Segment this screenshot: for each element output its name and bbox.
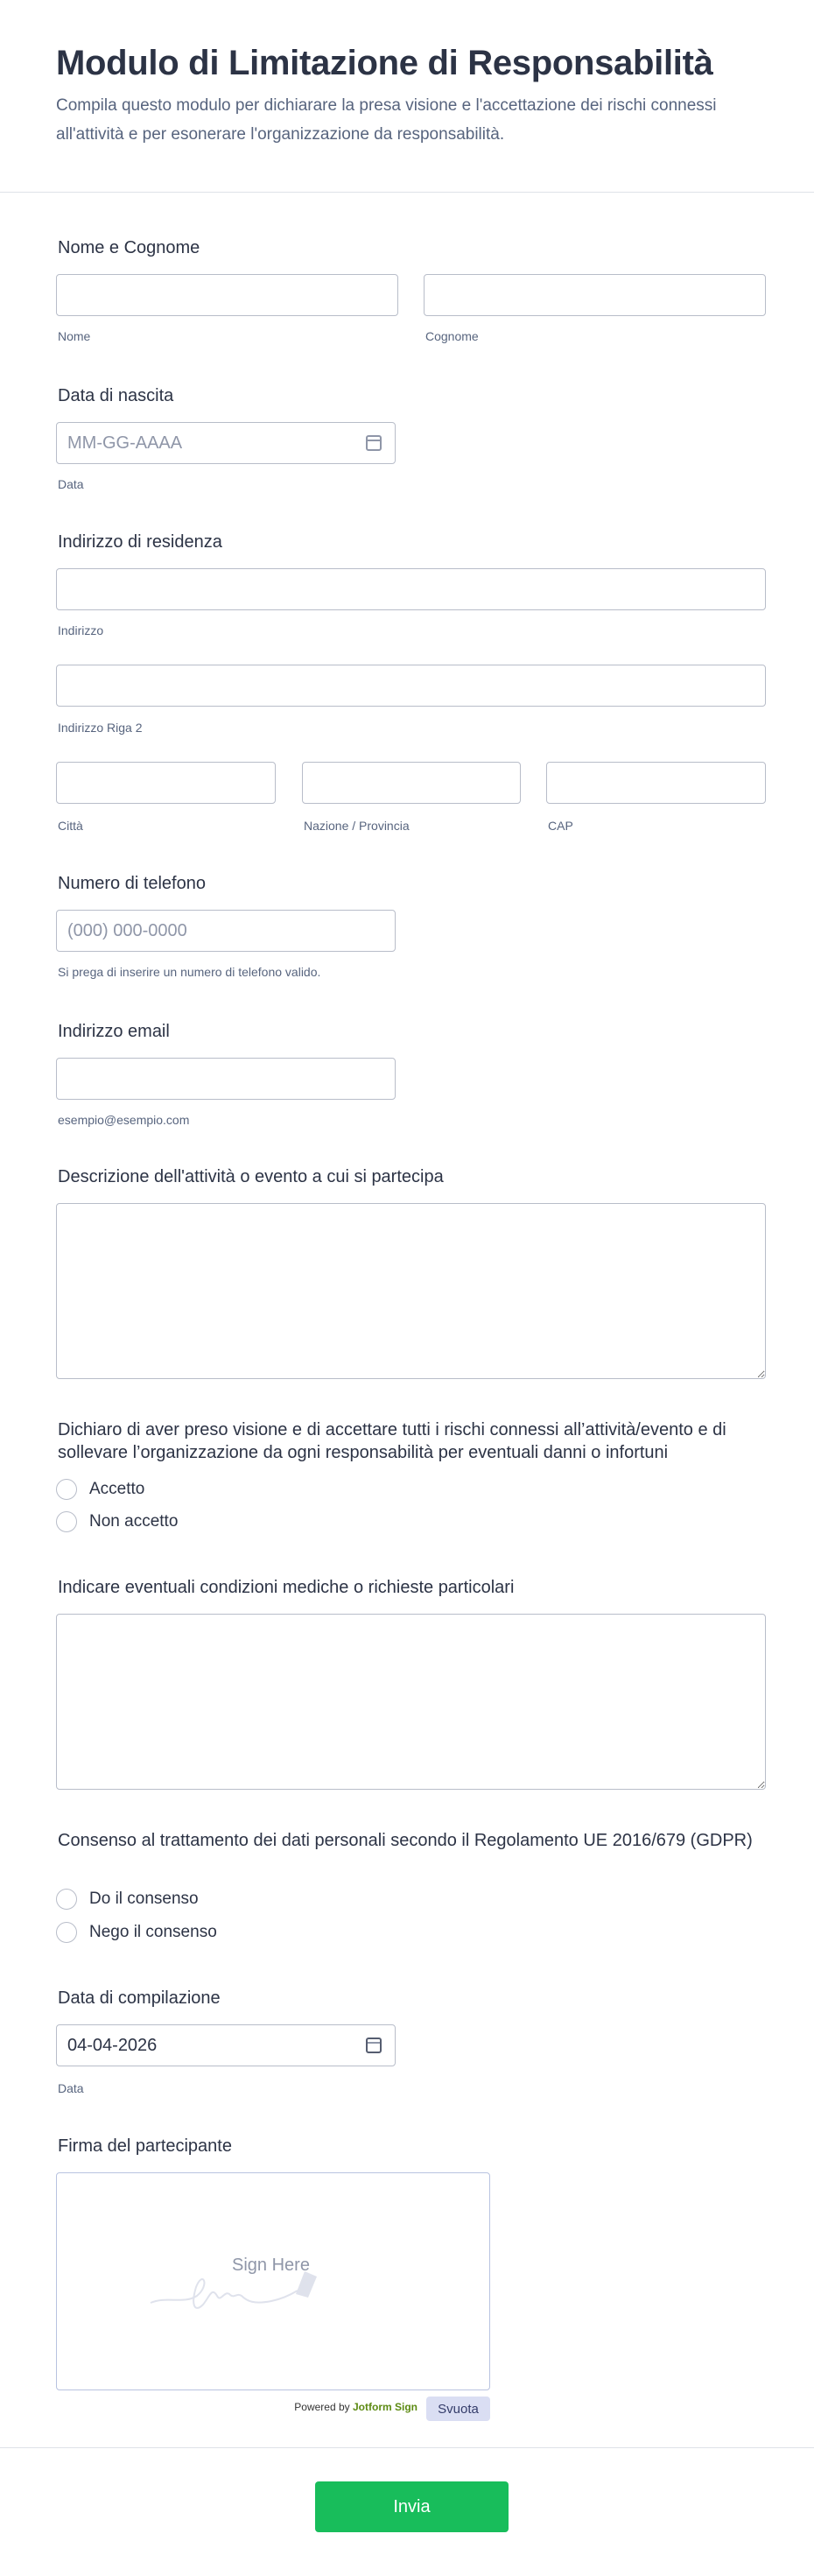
zip-sublabel: CAP: [548, 819, 573, 833]
radio-label: Accetto: [89, 1480, 145, 1498]
city-sublabel: Città: [58, 819, 83, 833]
name-label: Nome e Cognome: [58, 238, 200, 257]
declaration-label: Dichiaro di aver preso visione e di accettare tutti i rischi connessi all’attività/evento e di sollevare l’organizzazione da ogni responsabilità per eventuali danni o infortuni: [58, 1420, 726, 1462]
powered-by-text: Powered by: [294, 2401, 350, 2413]
radio-circle[interactable]: [56, 1922, 77, 1943]
radio-non-accetto[interactable]: [56, 1511, 178, 1532]
address-line2-sublabel: Indirizzo Riga 2: [58, 721, 143, 735]
radio-circle[interactable]: [56, 1511, 77, 1532]
zip-input[interactable]: [546, 762, 766, 804]
signature-scribble-icon: [149, 2261, 324, 2313]
medical-label: Indicare eventuali condizioni mediche o richieste particolari: [58, 1578, 515, 1597]
address-label: Indirizzo di residenza: [58, 532, 222, 552]
radio-label: Non accetto: [89, 1512, 179, 1531]
page-title: Modulo di Limitazione di Responsabilità: [56, 44, 713, 82]
clear-signature-button[interactable]: Svuota: [426, 2397, 490, 2421]
divider: [0, 2447, 814, 2448]
jotform-sign-brand: Jotform Sign: [353, 2401, 418, 2413]
powered-by: [294, 2401, 418, 2413]
sign-here-placeholder: Sign Here: [232, 2256, 310, 2275]
birth-date-input[interactable]: [56, 422, 396, 464]
calendar-icon[interactable]: [366, 435, 382, 451]
email-sublabel: esempio@esempio.com: [58, 1113, 190, 1127]
birth-date-sublabel: Data: [58, 477, 84, 491]
radio-nego-consenso[interactable]: [56, 1922, 217, 1943]
phone-sublabel: Si prega di inserire un numero di telefono valido.: [58, 965, 321, 979]
medical-textarea[interactable]: [56, 1614, 766, 1790]
city-input[interactable]: [56, 762, 276, 804]
address-line1-input[interactable]: [56, 568, 766, 610]
gdpr-label: Consenso al trattamento dei dati personali secondo il Regolamento UE 2016/679 (GDPR): [58, 1831, 753, 1850]
radio-circle[interactable]: [56, 1889, 77, 1910]
first-name-sublabel: Nome: [58, 329, 91, 343]
address-line2-input[interactable]: [56, 665, 766, 707]
last-name-sublabel: Cognome: [425, 329, 479, 343]
signature-label: Firma del partecipante: [58, 2136, 232, 2156]
activity-label: Descrizione dell'attività o evento a cui si partecipa: [58, 1167, 444, 1186]
birth-date-label: Data di nascita: [58, 386, 174, 405]
activity-textarea[interactable]: [56, 1203, 766, 1379]
radio-accetto[interactable]: [56, 1479, 144, 1500]
state-input[interactable]: [302, 762, 521, 804]
fill-date-sublabel: Data: [58, 2081, 84, 2095]
radio-do-consenso[interactable]: [56, 1889, 199, 1910]
first-name-input[interactable]: [56, 274, 398, 316]
radio-label: Nego il consenso: [89, 1923, 217, 1941]
radio-label: Do il consenso: [89, 1890, 199, 1908]
fill-date-label: Data di compilazione: [58, 1988, 221, 2008]
submit-button[interactable]: Invia: [315, 2481, 509, 2532]
phone-label: Numero di telefono: [58, 874, 206, 893]
state-sublabel: Nazione / Provincia: [304, 819, 410, 833]
radio-circle[interactable]: [56, 1479, 77, 1500]
last-name-input[interactable]: [424, 274, 766, 316]
email-input[interactable]: [56, 1058, 396, 1100]
email-label: Indirizzo email: [58, 1022, 170, 1041]
address-line1-sublabel: Indirizzo: [58, 623, 104, 637]
page-description: Compila questo modulo per dichiarare la presa visione e l'accettazione dei rischi connessi all'attività e per esonerare l'organizzazione da responsabilità.: [56, 96, 717, 144]
calendar-icon[interactable]: [366, 2038, 382, 2053]
signature-pad[interactable]: [56, 2172, 490, 2390]
phone-input[interactable]: [56, 910, 396, 952]
fill-date-input[interactable]: [56, 2024, 396, 2066]
divider: [0, 192, 814, 193]
